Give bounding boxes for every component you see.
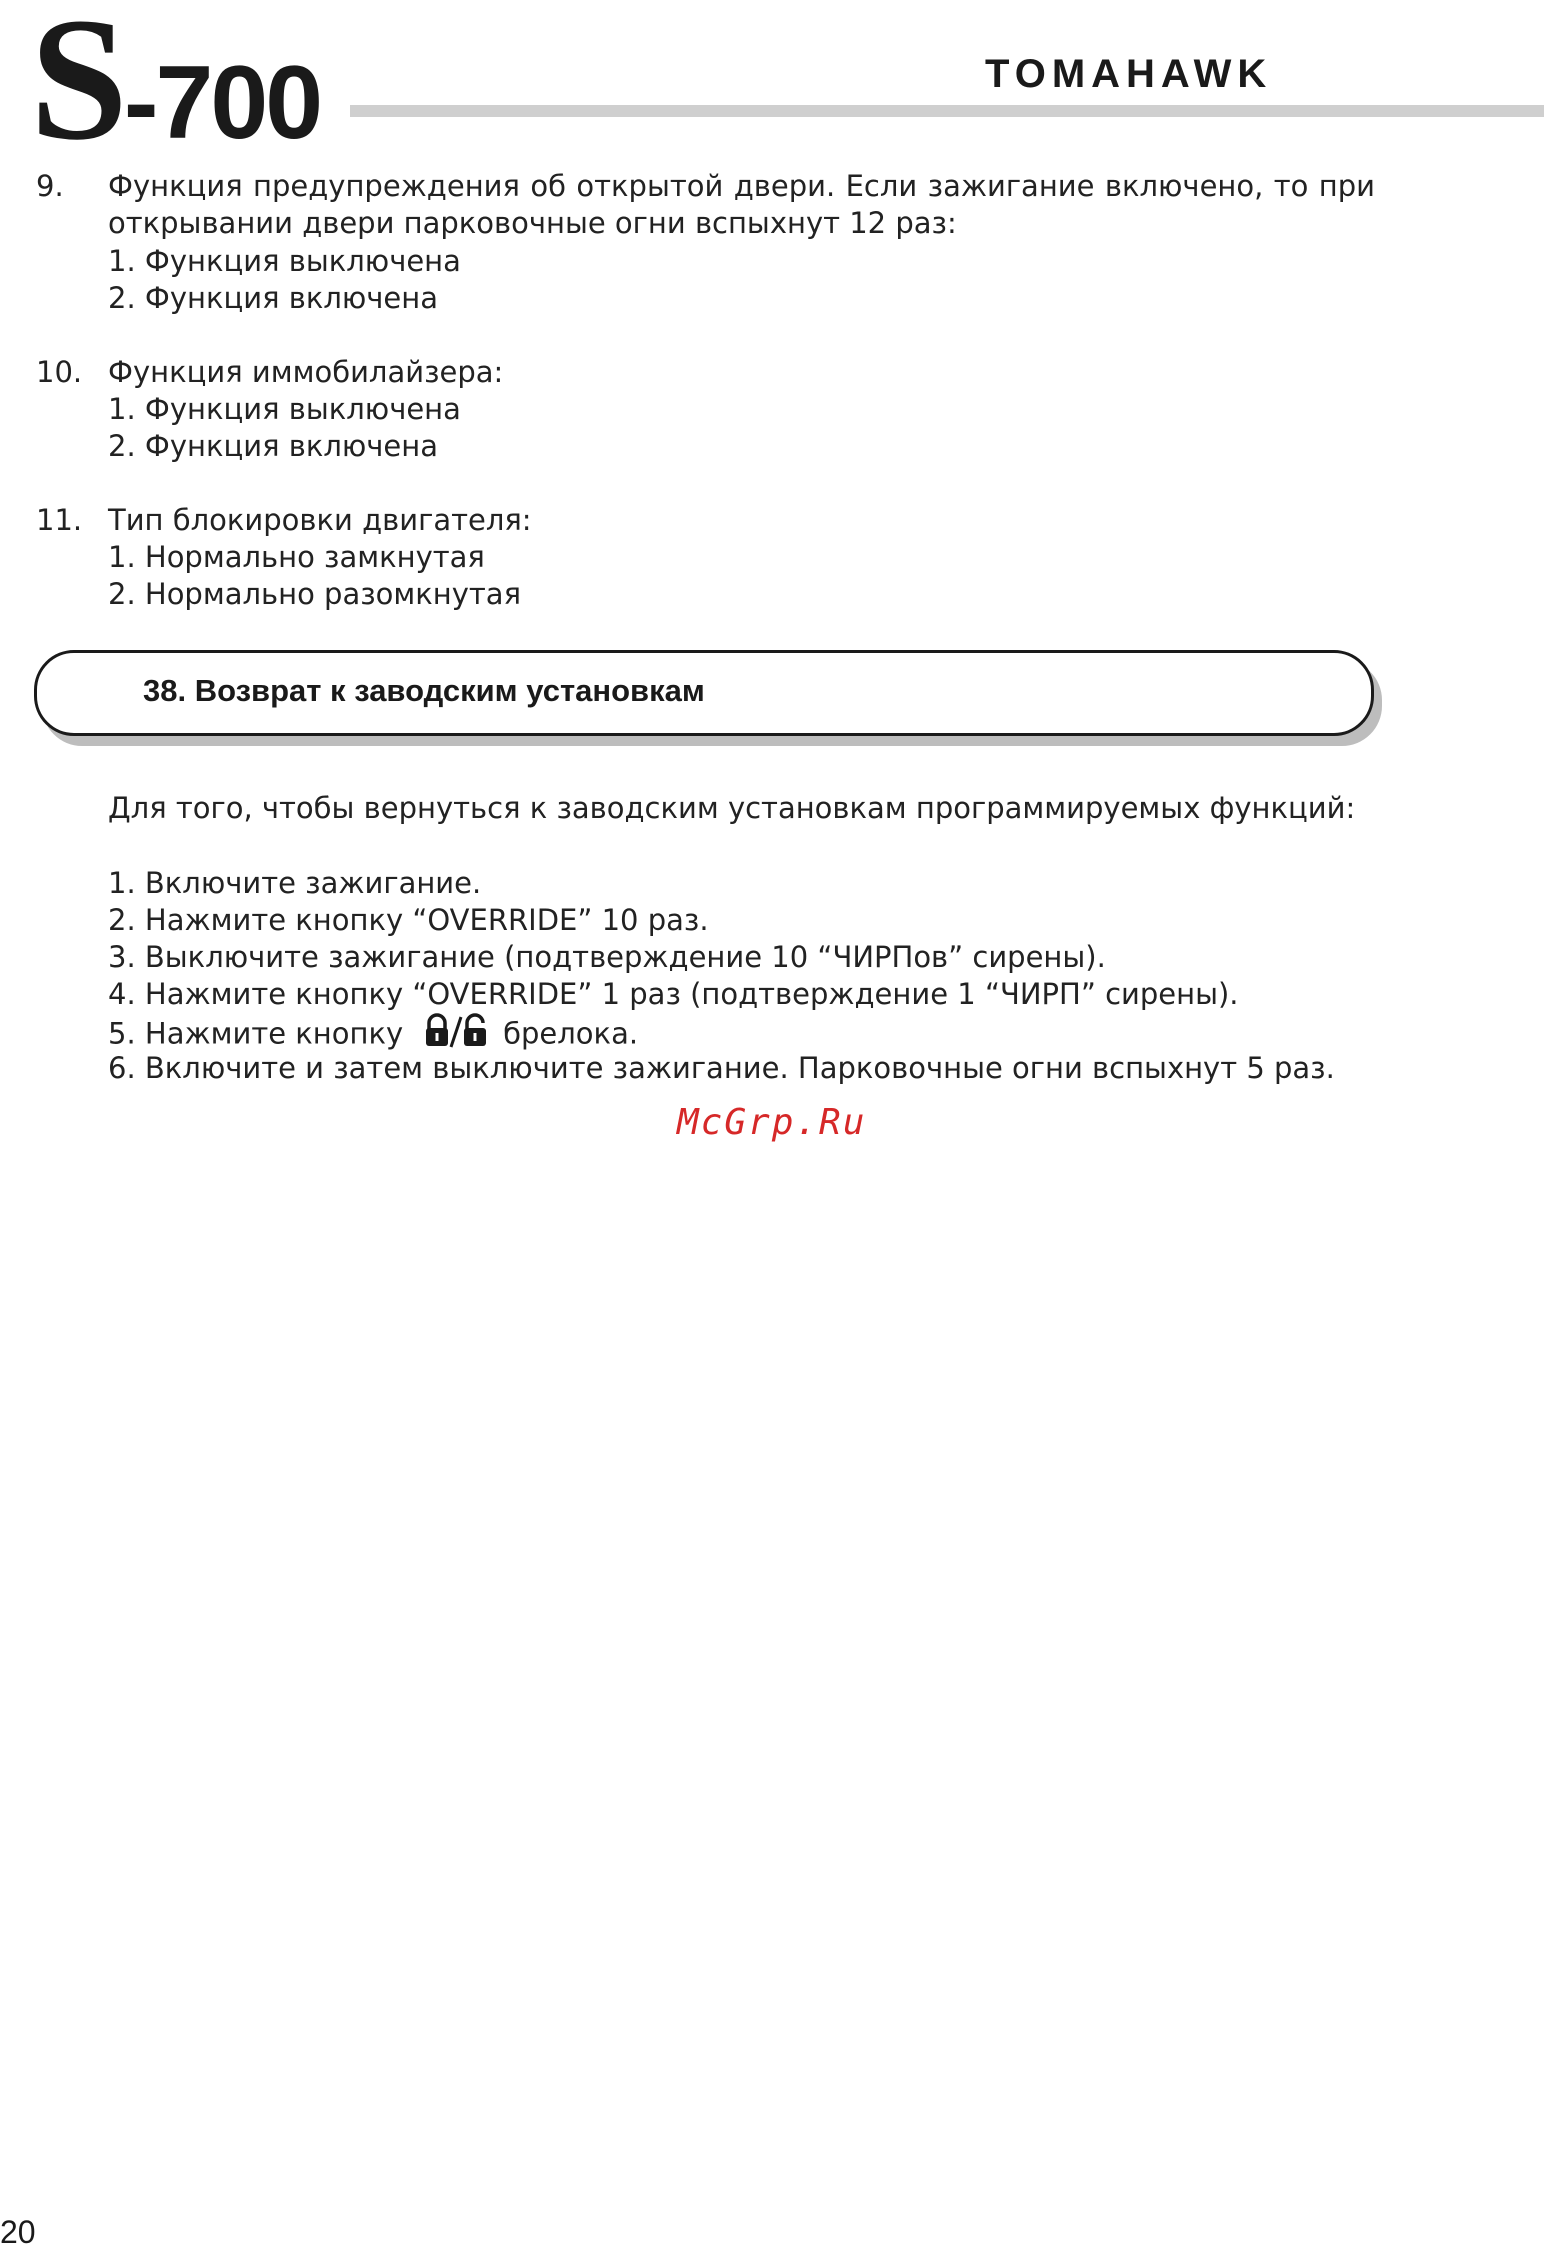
section-11-option-1: 1. Нормально замкнутая	[108, 540, 485, 574]
section-38-heading-box	[34, 650, 1374, 736]
step-5-text: 5. Нажмите кнопку	[108, 1016, 404, 1051]
reset-intro: Для того, чтобы вернуться к заводским установкам программируемых функций:	[108, 791, 1356, 825]
section-10-text: Функция иммобилайзера:	[108, 355, 504, 389]
step-5-suffix: брелока.	[503, 1016, 639, 1051]
logo	[30, 0, 320, 191]
brand-name: TOMAHAWK	[985, 52, 1273, 96]
step-1: 1. Включите зажигание.	[108, 866, 482, 900]
logo-model: -700	[123, 45, 321, 161]
section-10-number: 10.	[36, 355, 83, 389]
section-10-option-2: 2. Функция включена	[108, 429, 439, 463]
section-10-option-1: 1. Функция выключена	[108, 392, 461, 426]
section-9-text: Функция предупреждения об открытой двери. Если зажигание включено, то при открывании двери парковочные огни вспыхнут 12 раз:	[108, 169, 1375, 240]
step-3: 3. Выключите зажигание (подтверждение 10 “ЧИРПов” сирены).	[108, 940, 1106, 974]
section-11-text: Тип блокировки двигателя:	[108, 503, 532, 537]
header-divider	[350, 105, 1544, 117]
logo-letter: S	[30, 0, 124, 177]
section-38-heading: 38. Возврат к заводским установкам	[143, 673, 705, 708]
step-2: 2. Нажмите кнопку “OVERRIDE” 10 раз.	[108, 903, 709, 937]
watermark: McGrp.Ru	[677, 1102, 867, 1143]
section-9-option-2: 2. Функция включена	[108, 281, 439, 315]
section-9-number: 9.	[36, 169, 64, 203]
step-6: 6. Включите и затем выключите зажигание. Парковочные огни вспыхнут 5 раз.	[108, 1051, 1335, 1085]
section-9-option-1: 1. Функция выключена	[108, 244, 461, 278]
page-number: 20	[0, 2214, 36, 2250]
step-4: 4. Нажмите кнопку “OVERRIDE” 1 раз (подтверждение 1 “ЧИРП” сирены).	[108, 977, 1239, 1011]
section-11-option-2: 2. Нормально разомкнутая	[108, 577, 522, 611]
section-11-number: 11.	[36, 503, 83, 537]
